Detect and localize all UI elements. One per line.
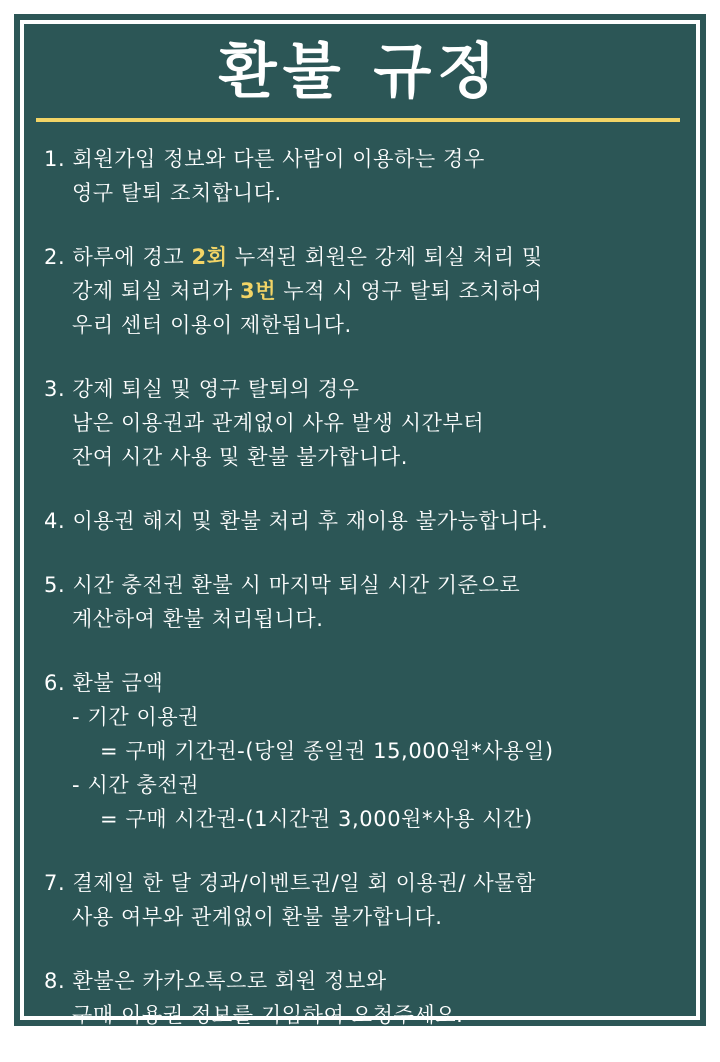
rule-4 (44, 504, 698, 538)
rules-list (44, 142, 698, 1062)
rule-6-period-pass-formula: = 구매 기간권-(당일 종일권 15,000원*사용일) (100, 739, 554, 763)
rule-5-line-2: 계산하여 환불 처리됩니다. (72, 607, 324, 631)
rule-2-line-2 (44, 274, 698, 308)
rule-4-line-1: 4. 이용권 해지 및 환불 처리 후 재이용 불가능합니다. (44, 509, 549, 533)
rule-6-line-1: 6. 환불 금액 (44, 671, 164, 695)
rule-6-time-pass-label: - 시간 충전권 (72, 773, 200, 797)
page-title: 환불 규정 (218, 37, 502, 107)
rule-6-time-pass-formula: = 구매 시간권-(1시간권 3,000원*사용 시간) (100, 807, 533, 831)
rule-6-period-pass-label: - 기간 이용권 (72, 705, 200, 729)
rule-1-line-2: 영구 탈퇴 조치합니다. (72, 181, 282, 205)
expulsion-count-highlight: 3번 (240, 279, 277, 303)
rule-3 (44, 372, 698, 474)
rule-2-line-3: 우리 센터 이용이 제한됩니다. (72, 313, 352, 337)
rule-5-line-1: 5. 시간 충전권 환불 시 마지막 퇴실 시간 기준으로 (44, 573, 521, 597)
refund-policy-board (14, 14, 706, 1026)
rule-2-line-2-text: 강제 퇴실 처리가 (72, 279, 241, 303)
rule-2 (44, 240, 698, 342)
rule-7-line-1: 7. 결제일 한 달 경과/이벤트권/일 회 이용권/ 사물함 (44, 871, 537, 895)
rule-3-line-1: 3. 강제 퇴실 및 영구 탈퇴의 경우 (44, 377, 360, 401)
rule-2-line-2-text-end: 누적 시 영구 탈퇴 조치하여 (276, 279, 543, 303)
title-underline (36, 118, 680, 122)
rule-7 (44, 866, 698, 934)
rule-2-line-1-text: 2. 하루에 경고 (44, 245, 192, 269)
warning-count-highlight: 2회 (191, 245, 228, 269)
rule-1 (44, 142, 698, 210)
rule-3-line-3: 잔여 시간 사용 및 환불 불가합니다. (72, 445, 409, 469)
rule-8-line-1: 8. 환불은 카카오톡으로 회원 정보와 (44, 969, 387, 993)
rule-8 (44, 964, 698, 1032)
rule-1-line-1: 1. 회원가입 정보와 다른 사람이 이용하는 경우 (44, 147, 485, 171)
rule-7-line-2: 사용 여부와 관계없이 환불 불가합니다. (72, 905, 443, 929)
rule-2-line-1 (44, 240, 698, 274)
rule-2-line-1-text-end: 누적된 회원은 강제 퇴실 처리 및 (227, 245, 543, 269)
rule-8-line-2: 구매 이용권 정보를 기입하여 요청주세요. (72, 1003, 464, 1027)
rule-6 (44, 666, 698, 836)
rule-5 (44, 568, 698, 636)
rule-3-line-2: 남은 이용권과 관계없이 사유 발생 시간부터 (72, 411, 485, 435)
